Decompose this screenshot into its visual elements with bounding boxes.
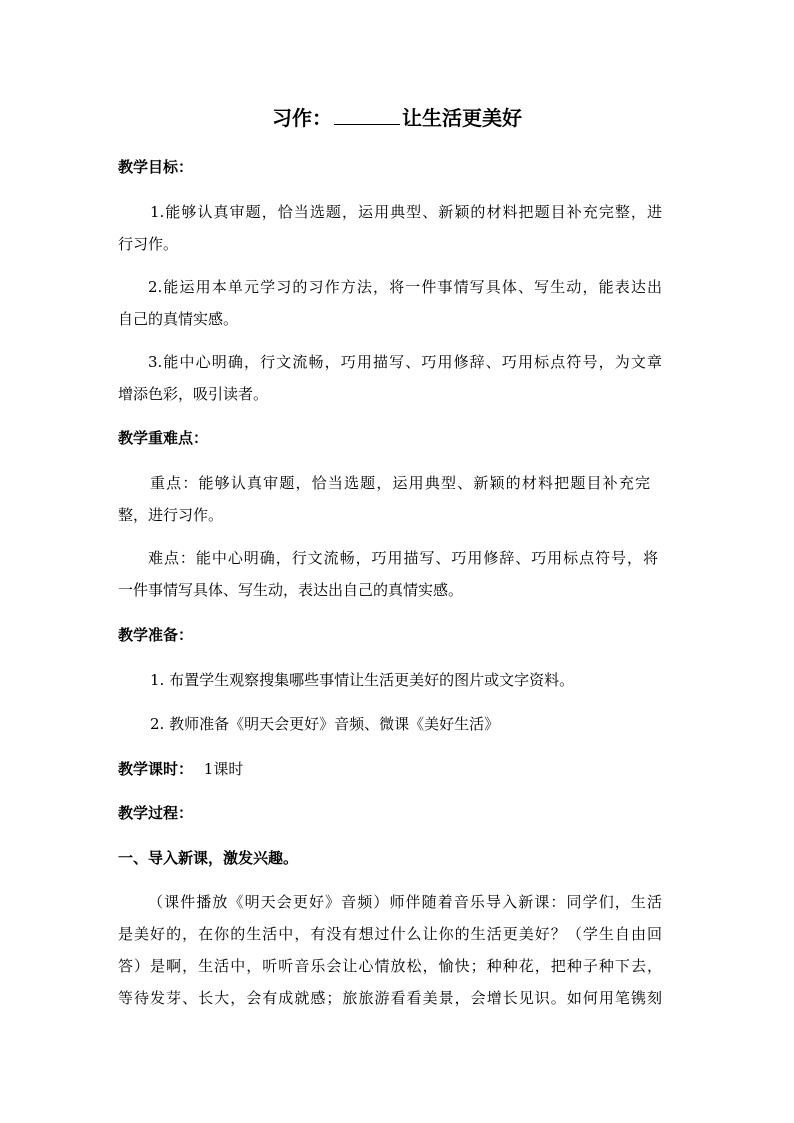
objective-1-line1: 1.能够认真审题，恰当选题，运用典型、新颖的材料把题目补充完整，进	[150, 203, 662, 221]
objective-3-line1: 3.能中心明确，行文流畅，巧用描写、巧用修辞、巧用标点符号，为文章	[148, 353, 662, 371]
key-point-line2: 整，进行习作。	[118, 506, 224, 524]
class-hours-value: 1课时	[203, 760, 244, 778]
step-1-paragraph-line1: （课件播放《明天会更好》音频）师伴随着音乐导入新课：同学们，生活	[148, 893, 662, 911]
preparation-item-1: 1. 布置学生观察搜集哪些事情让生活更美好的图片或文字资料。	[150, 671, 575, 689]
step-1-paragraph-line2: 是美好的，在你的生活中，有没有想过什么让你的生活更美好？（学生自由回	[118, 925, 662, 943]
objective-2-line2: 自己的真情实感。	[118, 310, 239, 328]
step-1-paragraph-line4: 等待发芽、长大，会有成就感；旅旅游看看美景，会增长见识。如何用笔镌刻	[118, 989, 662, 1007]
objective-3-line2: 增添色彩，吸引读者。	[118, 385, 269, 403]
title-blank-line	[334, 104, 400, 125]
title-prefix: 习作：	[272, 106, 332, 130]
key-point-line1: 重点：能够认真审题，恰当选题，运用典型、新颖的材料把题目补充完	[150, 474, 650, 492]
keypoints-heading: 教学重难点：	[118, 429, 209, 447]
title-suffix: 让生活更美好	[402, 106, 522, 130]
class-hours-heading: 教学课时：	[118, 760, 194, 778]
preparation-item-2: 2. 教师准备《明天会更好》音频、微课《美好生活》	[150, 715, 500, 733]
step-1-heading: 一、导入新课，激发兴趣。	[118, 849, 299, 867]
class-hours-row	[118, 759, 678, 779]
objective-2-line1: 2.能运用本单元学习的习作方法，将一件事情写具体、写生动，能表达出	[148, 278, 662, 296]
objective-1-line2: 行习作。	[118, 235, 179, 253]
difficult-point-line1: 难点：能中心明确，行文流畅，巧用描写、巧用修辞、巧用标点符号，将	[148, 549, 658, 567]
preparation-heading: 教学准备：	[118, 626, 194, 644]
difficult-point-line2: 一件事情写具体、写生动，表达出自己的真情实感。	[118, 581, 464, 599]
objectives-heading: 教学目标：	[118, 158, 194, 176]
process-heading: 教学过程：	[118, 804, 194, 822]
page-title	[0, 104, 794, 132]
step-1-paragraph-line3: 答）是啊，生活中，听听音乐会让心情放松，愉快；种种花，把种子种下去，	[118, 957, 662, 975]
